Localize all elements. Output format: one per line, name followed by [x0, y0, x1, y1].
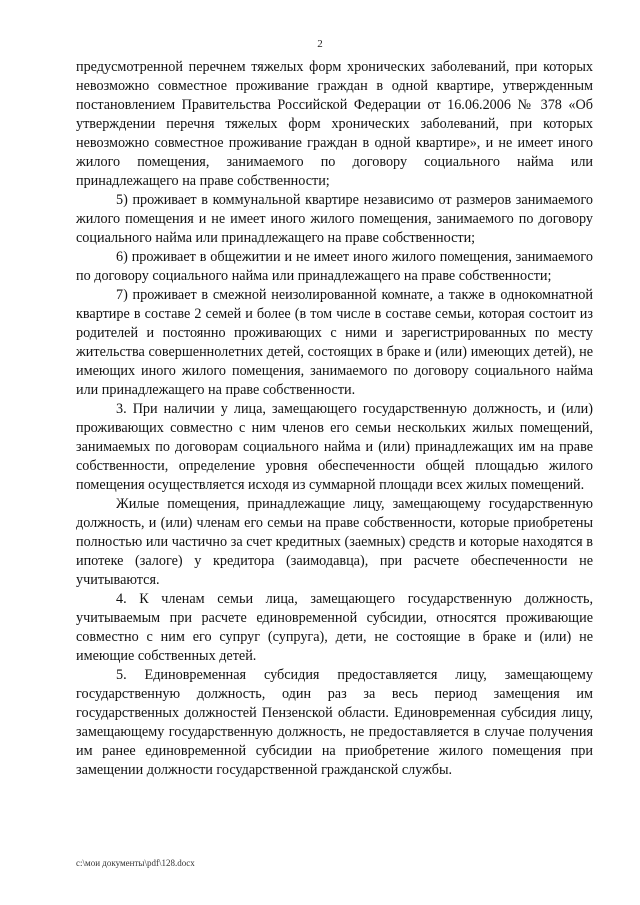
paragraph-clause-5: 5. Единовременная субсидия предоставляется лицу, замещающему государственную должность, один раз за весь период замещения им государственных должностей Пензенской области. Единовременная субсидия лицу, замещающему государственную должность, не предоставляется в случае получения им ранее единовременной субсидии на приобретение жилого помещения при замещении должности государственной гражданской службы. [76, 667, 593, 778]
paragraph-item-5: 5) проживает в коммунальной квартире независимо от размеров занимаемого жилого помещения и не имеет иного жилого помещения, занимаемого по договору социального найма или принадлежащего на праве собственности; [76, 192, 593, 246]
paragraph-item-6: 6) проживает в общежитии и не имеет иного жилого помещения, занимаемого по договору социального найма или принадлежащего на праве собственности; [76, 249, 593, 284]
paragraph-item-7: 7) проживает в смежной неизолированной комнате, а также в однокомнатной квартире в составе 2 семей и более (в том числе в составе семьи, которая состоит из родителей и постоянно проживающих с ними и зарегистрированных по месту жительства совершеннолетних детей, состоящих в браке и (или) имеющих детей), не имеющих иного жилого помещения, занимаемого по договору социального найма или принадлежащего на праве собственности. [76, 287, 593, 398]
paragraph-clause-4: 4. К членам семьи лица, замещающего государственную должность, учитываемым при расчете единовременной субсидии, относятся проживающие совместно с ним его супруг (супруга), дети, не состоящие в браке и (или) не имеющие собственных детей. [76, 591, 593, 664]
paragraph-mortgage-note: Жилые помещения, принадлежащие лицу, замещающему государственную должность, и (или) членам его семьи на праве собственности, которые приобретены полностью или частично за счет кредитных (заемных) средств и которые находятся в ипотеке (залоге) у кредитора (заимодавца), при расчете обеспеченности не учитываются. [76, 496, 593, 588]
paragraph-clause-3: 3. При наличии у лица, замещающего государственную должность, и (или) проживающих совместно с ним членов его семьи нескольких жилых помещений, занимаемых по договорам социального найма и (или) принадлежащих им на праве собственности, определение уровня обеспеченности общей площадью жилого помещения осуществляется исходя из суммарной площади всех жилых помещений. [76, 401, 593, 493]
paragraph-continuation: предусмотренной перечнем тяжелых форм хронических заболеваний, при которых невозможно совместное проживание граждан в одной квартире, утвержденным постановлением Правительства Российской Федерации от 16.06.2006 № 378 «Об утверждении перечня тяжелых форм хронических заболеваний, при которых невозможно совместное проживание граждан в одной квартире», и не имеет иного жилого помещения, занимаемого по договору социального найма или принадлежащего на праве собственности; [76, 59, 593, 189]
page-number: 2 [317, 38, 323, 50]
document-body [76, 58, 593, 780]
footer-file-path: c:\мои документы\pdf\128.docx [76, 858, 195, 868]
